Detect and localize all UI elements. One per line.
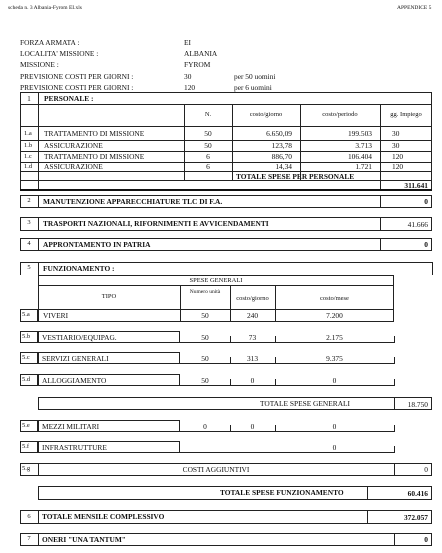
info-label: MISSIONE : <box>20 60 59 69</box>
cell: 6 <box>206 162 210 171</box>
row-id: 5.e <box>22 422 30 429</box>
cell: 0 <box>203 422 207 431</box>
row-id: 5.b <box>22 333 31 340</box>
section-value: 0 <box>424 240 428 249</box>
total-label: TOTALE SPESE FUNZIONAMENTO <box>220 488 344 497</box>
row-id: 1.d <box>24 163 33 170</box>
section-number: 5 <box>27 264 31 271</box>
cell: 50 <box>201 354 209 363</box>
cell: 73 <box>248 333 257 342</box>
row-id: 5.a <box>22 311 30 318</box>
section-number: 1 <box>27 94 31 103</box>
row-description: TRATTAMENTO DI MISSIONE <box>44 152 145 161</box>
total-value: 60.416 <box>407 489 428 498</box>
section-title: PERSONALE : <box>44 94 94 103</box>
column-header: N. <box>204 111 212 118</box>
section-title: ONERI "UNA TANTUM" <box>42 535 126 544</box>
row-description: ASSICURAZIONE <box>44 162 103 171</box>
section-value: 372.057 <box>403 513 428 522</box>
column-header: gg. Impiego <box>390 111 422 118</box>
section-number: 3 <box>27 219 31 226</box>
cell: 886,70 <box>271 152 292 161</box>
row-id: 1.b <box>24 142 33 149</box>
subtotal-value: 18.750 <box>407 400 428 409</box>
cell: 6.650,09 <box>266 129 292 138</box>
row-description: VIVERI <box>43 311 69 320</box>
section-number: 6 <box>27 513 31 520</box>
cell: 0 <box>250 422 255 431</box>
section-value: 41.666 <box>407 220 428 229</box>
row-id: 5.g <box>22 465 31 472</box>
row-id: 5.d <box>22 376 31 383</box>
cell: 0 <box>332 376 337 385</box>
cell: 1.721 <box>355 162 372 171</box>
cell: 6 <box>206 152 210 161</box>
info-label: PREVISIONE COSTI PER GIORNI : <box>20 83 134 92</box>
cell: 0 <box>332 422 337 431</box>
row-id: 1.a <box>24 130 32 137</box>
row-description: TRATTAMENTO DI MISSIONE <box>44 129 145 138</box>
row-description: VESTIARIO/EQUIPAG. <box>42 333 117 342</box>
info-label: FORZA ARMATA : <box>20 38 80 47</box>
row-id: 5.f <box>22 443 30 450</box>
cell: 50 <box>201 376 209 385</box>
cell: 120 <box>392 152 404 161</box>
column-header: costo/mese <box>320 295 349 302</box>
section-value: 0 <box>424 197 428 206</box>
cell: 199.503 <box>347 129 372 138</box>
section-title: APPRONTAMENTO IN PATRIA <box>43 240 151 249</box>
subtotal-label: TOTALE SPESE GENERALI <box>260 399 351 408</box>
row-description: ASSICURAZIONE <box>44 141 103 150</box>
column-header: costo/periodo <box>322 111 358 118</box>
cell: 14,34 <box>275 162 292 171</box>
section-title: FUNZIONAMENTO : <box>43 264 115 273</box>
cell: 313 <box>246 354 259 363</box>
spese-generali-title: SPESE GENERALI <box>189 277 243 284</box>
cell: 3.713 <box>355 141 372 150</box>
file-name: scheda n. 3 Albania-Fyrom EI.xls <box>8 5 82 11</box>
cell: 50 <box>204 129 212 138</box>
row-description: MEZZI MILITARI <box>42 422 100 431</box>
column-header: costo/giorno <box>236 295 269 302</box>
section-number: 2 <box>27 197 31 204</box>
row-description: ALLOGGIAMENTO <box>42 376 107 385</box>
info-label: LOCALITA' MISSIONE : <box>20 49 99 58</box>
row-description: COSTI AGGIUNTIVI <box>182 465 250 474</box>
section-number: 4 <box>27 240 31 247</box>
column-header: TIPO <box>101 293 117 300</box>
section-number: 7 <box>27 535 31 542</box>
cell: 50 <box>204 141 212 150</box>
row-id: 5.c <box>22 354 30 361</box>
row-id: 1.c <box>24 153 32 160</box>
appendix-label: APPENDICE 5 <box>397 5 432 11</box>
section-value: 0 <box>424 535 428 544</box>
info-value: 120 <box>184 83 196 92</box>
info-extra: per 6 uomini <box>234 83 272 92</box>
cell: 120 <box>392 162 404 171</box>
column-header: Numero unità <box>189 289 221 295</box>
info-extra: per 50 uomini <box>234 72 276 81</box>
cell: 0 <box>250 376 255 385</box>
cell: 123,78 <box>271 141 292 150</box>
cell: 50 <box>201 311 209 320</box>
subtotal-row <box>38 397 432 410</box>
section-title: TRASPORTI NAZIONALI, RIFORNIMENTI E AVVICENDAMENTI <box>43 219 269 228</box>
info-value: ALBANIA <box>184 49 218 58</box>
cell: 106.404 <box>347 152 372 161</box>
cell: 50 <box>201 333 209 342</box>
cell: 30 <box>392 129 400 138</box>
info-value: FYROM <box>184 60 211 69</box>
row-description: SERVIZI GENERALI <box>42 354 109 363</box>
total-value: 311.641 <box>404 181 428 190</box>
info-value: 30 <box>184 72 192 81</box>
cell: 0 <box>332 443 337 452</box>
section-title: TOTALE MENSILE COMPLESSIVO <box>42 512 165 521</box>
info-label: PREVISIONE COSTI PER GIORNI : <box>20 72 134 81</box>
total-label: TOTALE SPESE PER PERSONALE <box>236 172 355 181</box>
cell: 30 <box>392 141 400 150</box>
row-description: INFRASTRUTTURE <box>42 443 107 452</box>
cell: 0 <box>424 465 428 474</box>
cell: 2.175 <box>326 333 343 342</box>
section-title: MANUTENZIONE APPARECCHIATURE TLC DI F.A. <box>43 197 223 206</box>
info-value: EI <box>184 38 191 47</box>
cell: 9.375 <box>326 354 343 363</box>
column-header: costo/giorno <box>249 111 283 118</box>
cell: 7.200 <box>326 311 343 320</box>
cell: 240 <box>246 311 259 320</box>
